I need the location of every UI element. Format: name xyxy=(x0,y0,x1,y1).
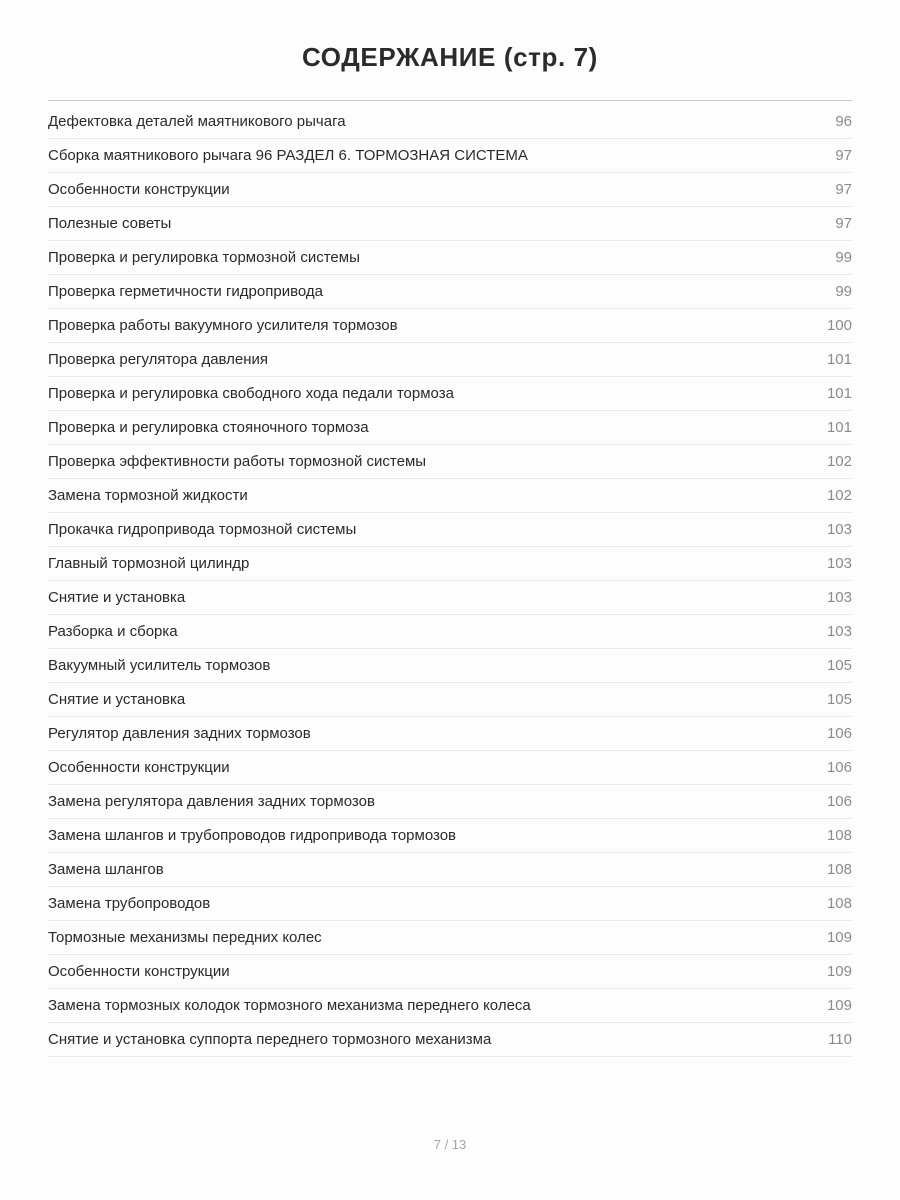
toc-entry-row[interactable] xyxy=(48,105,852,139)
toc-entry-title: Особенности конструкции xyxy=(48,759,230,776)
toc-entry-page-number: 103 xyxy=(826,623,852,640)
toc-entry-page-number: 110 xyxy=(828,1031,852,1048)
toc-entry-row[interactable] xyxy=(48,751,852,785)
toc-entry-page-number: 101 xyxy=(826,351,852,368)
toc-entry-row[interactable] xyxy=(48,649,852,683)
toc-entry-row[interactable] xyxy=(48,1023,852,1057)
toc-entry-page-number: 97 xyxy=(835,147,852,164)
toc-entry-row[interactable] xyxy=(48,989,852,1023)
toc-entry-row[interactable] xyxy=(48,275,852,309)
toc-entry-row[interactable] xyxy=(48,445,852,479)
toc-entry-title: Вакуумный усилитель тормозов xyxy=(48,657,271,674)
toc-entry-title: Проверка и регулировка стояночного тормоза xyxy=(48,419,369,436)
toc-entry-row[interactable] xyxy=(48,309,852,343)
toc-entry-row[interactable] xyxy=(48,955,852,989)
toc-entry-page-number: 103 xyxy=(826,589,852,606)
toc-entry-title: Проверка регулятора давления xyxy=(48,351,269,368)
toc-entry-page-number: 99 xyxy=(835,283,852,300)
toc-entry-row[interactable] xyxy=(48,785,852,819)
toc-entry-page-number: 96 xyxy=(835,113,852,130)
toc-entry-title: Регулятор давления задних тормозов xyxy=(48,725,311,742)
toc-entry-title: Замена шлангов xyxy=(48,861,164,878)
toc-entry-row[interactable] xyxy=(48,581,852,615)
toc-entry-page-number: 105 xyxy=(826,691,852,708)
toc-entry-row[interactable] xyxy=(48,139,852,173)
toc-entry-page-number: 99 xyxy=(835,249,852,266)
toc-entry-title: Замена тормозной жидкости xyxy=(48,487,248,504)
toc-entry-title: Сборка маятникового рычага 96 РАЗДЕЛ 6. ТОРМОЗНАЯ СИСТЕМА xyxy=(48,147,528,164)
toc-entry-title: Замена трубопроводов xyxy=(48,895,211,912)
toc-entry-row[interactable] xyxy=(48,717,852,751)
toc-entry-title: Особенности конструкции xyxy=(48,963,230,980)
toc-entry-page-number: 106 xyxy=(826,725,852,742)
toc-entry-page-number: 103 xyxy=(826,555,852,572)
toc-entry-page-number: 108 xyxy=(826,895,852,912)
toc-entry-title: Снятие и установка xyxy=(48,589,186,606)
toc-entry-title: Особенности конструкции xyxy=(48,181,230,198)
toc-entry-page-number: 106 xyxy=(826,793,852,810)
toc-entry-page-number: 102 xyxy=(826,453,852,470)
toc-entry-row[interactable] xyxy=(48,615,852,649)
toc-list xyxy=(48,101,852,1057)
toc-entry-page-number: 101 xyxy=(826,385,852,402)
toc-entry-title: Проверка эффективности работы тормозной системы xyxy=(48,453,427,470)
toc-entry-row[interactable] xyxy=(48,819,852,853)
toc-entry-row[interactable] xyxy=(48,683,852,717)
toc-entry-row[interactable] xyxy=(48,411,852,445)
toc-entry-row[interactable] xyxy=(48,513,852,547)
toc-entry-title: Главный тормозной цилиндр xyxy=(48,555,250,572)
toc-entry-page-number: 109 xyxy=(826,963,852,980)
toc-entry-row[interactable] xyxy=(48,853,852,887)
toc-entry-row[interactable] xyxy=(48,173,852,207)
page-footer: 7 / 13 xyxy=(433,1137,467,1152)
toc-entry-row[interactable] xyxy=(48,479,852,513)
page-title: СОДЕРЖАНИЕ (стр. 7) xyxy=(302,42,598,72)
toc-entry-page-number: 106 xyxy=(826,759,852,776)
toc-entry-row[interactable] xyxy=(48,921,852,955)
toc-entry-page-number: 109 xyxy=(826,997,852,1014)
toc-entry-title: Дефектовка деталей маятникового рычага xyxy=(48,113,346,130)
toc-entry-page-number: 102 xyxy=(826,487,852,504)
toc-entry-title: Проверка работы вакуумного усилителя тормозов xyxy=(48,317,398,334)
toc-entry-row[interactable] xyxy=(48,343,852,377)
toc-entry-row[interactable] xyxy=(48,887,852,921)
toc-entry-row[interactable] xyxy=(48,241,852,275)
toc-entry-title: Полезные советы xyxy=(48,215,172,232)
toc-entry-title: Проверка и регулировка тормозной системы xyxy=(48,249,360,266)
toc-entry-page-number: 108 xyxy=(826,827,852,844)
toc-entry-title: Проверка и регулировка свободного хода педали тормоза xyxy=(48,385,454,402)
toc-entry-title: Замена тормозных колодок тормозного механизма переднего колеса xyxy=(48,997,531,1014)
toc-entry-title: Прокачка гидропривода тормозной системы xyxy=(48,521,357,538)
toc-entry-title: Снятие и установка xyxy=(48,691,186,708)
toc-entry-title: Снятие и установка суппорта переднего тормозного механизма xyxy=(48,1031,492,1048)
toc-entry-page-number: 109 xyxy=(826,929,852,946)
toc-entry-page-number: 100 xyxy=(826,317,852,334)
toc-entry-title: Проверка герметичности гидропривода xyxy=(48,283,323,300)
toc-entry-page-number: 97 xyxy=(835,215,852,232)
toc-entry-row[interactable] xyxy=(48,547,852,581)
toc-entry-title: Замена регулятора давления задних тормозов xyxy=(48,793,375,810)
toc-entry-page-number: 101 xyxy=(826,419,852,436)
toc-entry-title: Разборка и сборка xyxy=(48,623,178,640)
toc-entry-row[interactable] xyxy=(48,377,852,411)
toc-entry-page-number: 108 xyxy=(826,861,852,878)
toc-entry-title: Замена шлангов и трубопроводов гидропривода тормозов xyxy=(48,827,457,844)
toc-entry-page-number: 105 xyxy=(826,657,852,674)
toc-entry-row[interactable] xyxy=(48,207,852,241)
toc-entry-page-number: 103 xyxy=(826,521,852,538)
toc-entry-title: Тормозные механизмы передних колес xyxy=(48,929,322,946)
toc-entry-page-number: 97 xyxy=(835,181,852,198)
